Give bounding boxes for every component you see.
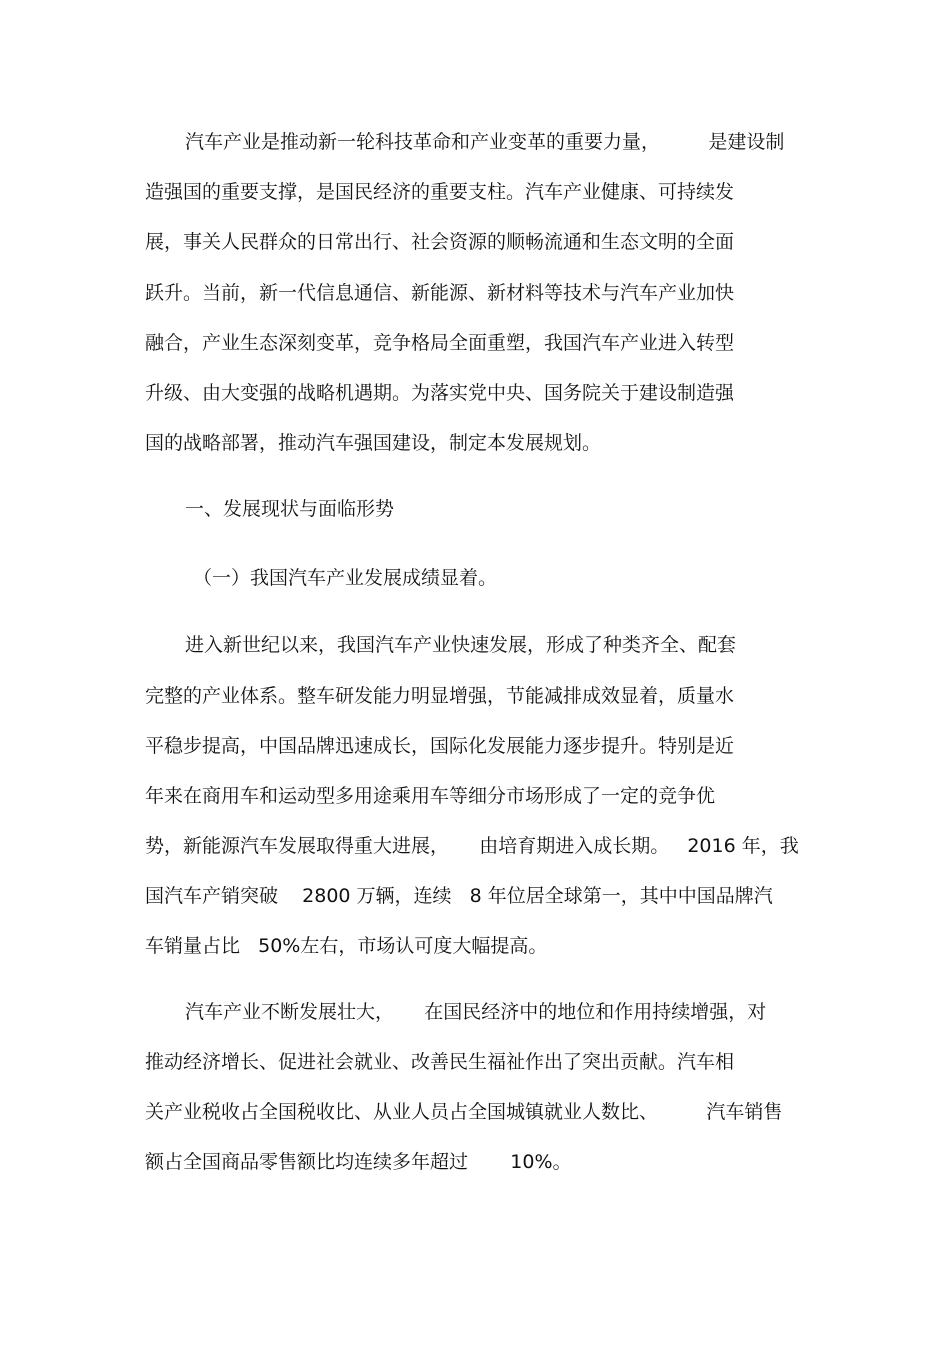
paragraph-2-line-3: 平稳步提高，中国品牌迅速成长，国际化发展能力逐步提升。特别是近 <box>145 735 735 757</box>
section-heading: 一、发展现状与面临形势 <box>185 498 395 520</box>
paragraph-1-line-4: 跃升。当前，新一代信息通信、新能源、新材料等技术与汽车产业加快 <box>145 282 735 304</box>
paragraph-2-line-1: 进入新世纪以来，我国汽车产业快速发展，形成了种类齐全、配套 <box>185 634 737 656</box>
paragraph-3-line-4: 额占全国商品零售额比均连续多年超过 10%。 <box>145 1151 572 1173</box>
paragraph-2-line-7: 车销量占比 50%左右，市场认可度大幅提高。 <box>145 935 548 957</box>
paragraph-1-line-5: 融合，产业生态深刻变革，竞争格局全面重塑，我国汽车产业进入转型 <box>145 332 735 354</box>
paragraph-1-line-7: 国的战略部署，推动汽车强国建设，制定本发展规划。 <box>145 432 602 454</box>
subsection-heading: （一）我国汽车产业发展成绩显着。 <box>193 567 498 589</box>
paragraph-2-line-5: 势，新能源汽车发展取得重大进展， 由培育期进入成长期。 2016 年，我 <box>145 835 799 857</box>
paragraph-2-line-6: 国汽车产销突破 2800 万辆，连续 8 年位居全球第一，其中中国品牌汽 <box>145 885 773 907</box>
paragraph-1-line-6: 升级、由大变强的战略机遇期。为落实党中央、国务院关于建设制造强 <box>145 382 735 404</box>
paragraph-2-line-2: 完整的产业体系。整车研发能力明显增强，节能减排成效显着，质量水 <box>145 685 735 707</box>
paragraph-1-line-2: 造强国的重要支撑，是国民经济的重要支柱。汽车产业健康、可持续发 <box>145 181 735 203</box>
paragraph-2-line-4: 年来在商用车和运动型多用途乘用车等细分市场形成了一定的竞争优 <box>145 785 716 807</box>
paragraph-1-line-3: 展，事关人民群众的日常出行、社会资源的顺畅流通和生态文明的全面 <box>145 231 735 253</box>
paragraph-1-line-1: 汽车产业是推动新一轮科技革命和产业变革的重要力量， 是建设制 <box>185 131 785 153</box>
paragraph-3-line-3: 关产业税收占全国税收比、从业人员占全国城镇就业人数比、 汽车销售 <box>145 1101 783 1123</box>
paragraph-3-line-1: 汽车产业不断发展壮大， 在国民经济中的地位和作用持续增强，对 <box>185 1001 767 1023</box>
paragraph-3-line-2: 推动经济增长、促进社会就业、改善民生福祉作出了突出贡献。汽车相 <box>145 1051 735 1073</box>
